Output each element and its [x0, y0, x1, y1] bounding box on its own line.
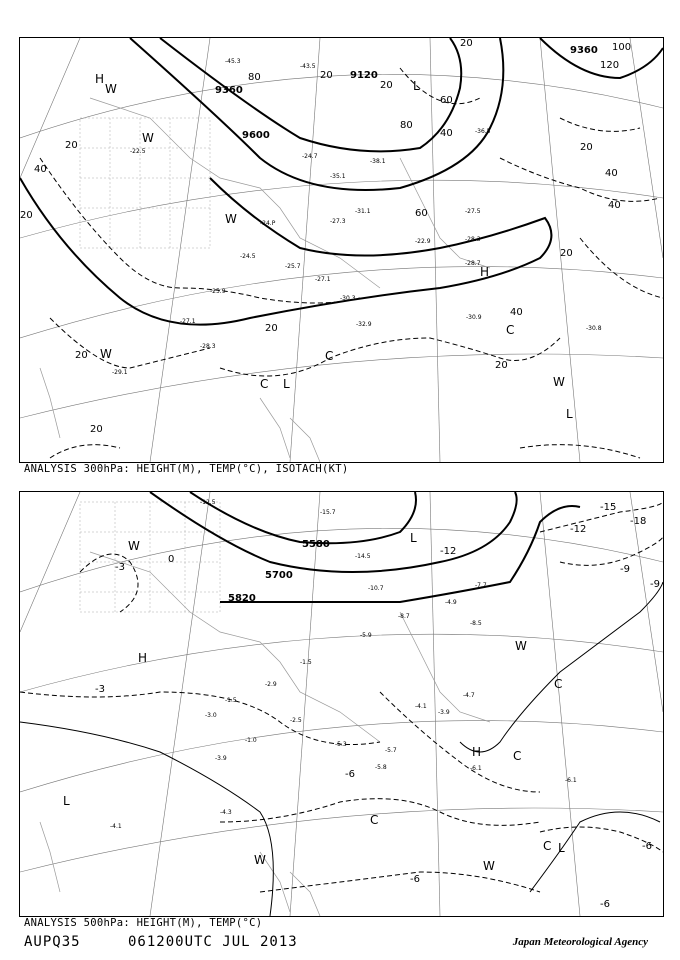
temp-value: -28.3: [200, 343, 216, 350]
temp-contour-label: -15: [600, 502, 617, 513]
temp-value: -7.7: [475, 582, 487, 589]
temp-value: -27.1: [180, 318, 196, 325]
isotach-label: 20: [320, 70, 333, 81]
isotach-label: 20: [460, 38, 473, 49]
temp-value: -24.7: [302, 153, 318, 160]
isotach-label: 40: [440, 128, 453, 139]
low-symbol: L: [566, 407, 573, 421]
isotach-label: 20: [75, 350, 88, 361]
temp-value: -8.7: [398, 613, 410, 620]
isotach-label: 20: [265, 323, 278, 334]
isotach-label: 40: [34, 164, 47, 175]
agency-name: Japan Meteorological Agency: [512, 936, 648, 948]
product-id: AUPQ35: [24, 934, 81, 950]
warm-symbol: W: [142, 131, 154, 145]
temp-value: -32.9: [356, 321, 372, 328]
temp-value: -1.5: [300, 659, 312, 666]
warm-symbol: W: [100, 347, 112, 361]
temp-value: -15.7: [320, 509, 336, 516]
temp-value: -3.0: [205, 712, 217, 719]
isotach-label: 80: [248, 72, 261, 83]
caption-300hpa: ANALYSIS 300hPa: HEIGHT(M), TEMP(°C), ISOTACH(KT): [24, 463, 349, 475]
temp-value: -5.8: [375, 764, 387, 771]
temp-value: -4.7: [463, 692, 475, 699]
temp-value: -22.9: [415, 238, 431, 245]
high-symbol: H: [472, 745, 482, 759]
height-label: 9120: [350, 70, 378, 81]
cold-symbol: C: [506, 323, 515, 337]
coastlines: [40, 98, 490, 462]
height-label: 5820: [228, 593, 256, 604]
temp-value: -4.1: [110, 823, 122, 830]
temp-value: -1.5: [225, 697, 237, 704]
temp-value: -30.9: [466, 314, 482, 321]
cold-symbol: C: [325, 349, 334, 363]
isotach-label: 20: [65, 140, 78, 151]
temp-value: -27.1: [315, 276, 331, 283]
high-symbol: H: [138, 651, 148, 665]
cold-symbol: C: [370, 813, 379, 827]
low-symbol: L: [558, 841, 565, 855]
isotach-label: 100: [612, 42, 632, 53]
temp-value: -29.1: [112, 369, 128, 376]
temp-value: -3.9: [438, 709, 450, 716]
warm-symbol: W: [225, 212, 237, 226]
warm-symbol: W: [128, 539, 140, 553]
temp-value: -8.5: [470, 620, 482, 627]
temp-contour-label: -3: [115, 562, 125, 573]
warm-symbol: W: [105, 82, 117, 96]
isotach-label: 60: [415, 208, 428, 219]
low-symbol: L: [410, 531, 417, 545]
isotach-label: 20: [495, 360, 508, 371]
warm-symbol: W: [515, 639, 527, 653]
chart-300hpa: [20, 38, 663, 462]
temp-value: -5.3: [335, 741, 347, 748]
pressure-symbols: [63, 531, 565, 873]
caption-500hpa: ANALYSIS 500hPa: HEIGHT(M), TEMP(°C): [24, 917, 263, 929]
isotach-label: 20: [20, 210, 33, 221]
temp-value: -10.7: [368, 585, 384, 592]
temp-contour-label: 0: [168, 554, 175, 565]
isotach-label: 60: [440, 95, 453, 106]
temp-value: -6.1: [470, 765, 482, 772]
temp-value: -5.9: [360, 632, 372, 639]
warm-symbol: W: [483, 859, 495, 873]
temp-value: -4.9: [445, 599, 457, 606]
isotach-label: 20: [580, 142, 593, 153]
temp-value: -6.1: [565, 777, 577, 784]
temp-value: -12.5: [200, 499, 216, 506]
high-symbol: H: [95, 72, 105, 86]
height-contours: [20, 38, 663, 325]
low-symbol: L: [63, 794, 70, 808]
temp-contour-label: -9: [650, 579, 660, 590]
height-label: 9360: [215, 85, 243, 96]
isotach-label: 20: [380, 80, 393, 91]
temp-value: -27.3: [330, 218, 346, 225]
height-label: 5580: [302, 539, 330, 550]
temp-value: -2.9: [265, 681, 277, 688]
temp-value: -36.5: [475, 128, 491, 135]
temp-value: -4.1: [415, 703, 427, 710]
temp-value: -31.1: [355, 208, 371, 215]
map-panel-300hpa: [19, 37, 664, 463]
graticule: [20, 492, 663, 916]
isotach-label: 40: [605, 168, 618, 179]
high-symbol: H: [480, 265, 490, 279]
isotach-label: 20: [560, 248, 573, 259]
map-panel-500hpa: [19, 491, 664, 917]
temp-value: -30.3: [340, 295, 356, 302]
low-symbol: L: [413, 79, 420, 93]
temp-value: -25.9: [210, 288, 226, 295]
temp-value: -28.7: [465, 260, 481, 267]
temp-contour-label: -9: [620, 564, 630, 575]
isotach-label: 40: [608, 200, 621, 211]
temp-contour-label: -12: [570, 524, 587, 535]
temp-value: -43.5: [300, 63, 316, 70]
temp-value: -14.5: [355, 553, 371, 560]
height-label: 5700: [265, 570, 293, 581]
isotach-label: 120: [600, 60, 620, 71]
issued-time: 061200UTC JUL 2013: [128, 934, 298, 950]
temp-contour-label: -6: [345, 769, 355, 780]
temp-value: -30.8: [586, 325, 602, 332]
temp-contour-label: -3: [95, 684, 105, 695]
isotachs: [40, 68, 663, 458]
temp-value: -35.1: [330, 173, 346, 180]
temp-value: -5.7: [385, 747, 397, 754]
chart-500hpa: [20, 492, 663, 916]
height-contours: [150, 492, 580, 602]
temperature-values: [112, 58, 602, 376]
temp-contour-label: -6: [600, 899, 610, 910]
temp-contour-label: -12: [440, 546, 457, 557]
temp-contour-label: -6: [410, 874, 420, 885]
temp-value: -45.3: [225, 58, 241, 65]
cold-symbol: C: [554, 677, 563, 691]
temp-value: -1.0: [245, 737, 257, 744]
warm-symbol: W: [254, 853, 266, 867]
temp-value: -2.5: [290, 717, 302, 724]
temp-value: -25.7: [285, 263, 301, 270]
temp-value: -24.P: [260, 220, 276, 227]
low-symbol: L: [283, 377, 290, 391]
cold-symbol: C: [513, 749, 522, 763]
temp-value: -38.1: [370, 158, 386, 165]
height-label: 9600: [242, 130, 270, 141]
cold-symbol: C: [543, 839, 552, 853]
temp-value: -24.5: [240, 253, 256, 260]
isotach-label: 80: [400, 120, 413, 131]
temp-value: -4.3: [220, 809, 232, 816]
height-label: 9360: [570, 45, 598, 56]
temp-value: -28.3: [465, 236, 481, 243]
cold-symbol: C: [260, 377, 269, 391]
temperature-solid: [20, 582, 663, 916]
temp-contour-label: -6: [642, 841, 652, 852]
temp-value: -22.5: [130, 148, 146, 155]
warm-symbol: W: [553, 375, 565, 389]
temp-value: -3.9: [215, 755, 227, 762]
temp-value: -27.5: [465, 208, 481, 215]
temp-contour-label: -18: [630, 516, 647, 527]
isotach-label: 40: [510, 307, 523, 318]
isotach-label: 20: [90, 424, 103, 435]
